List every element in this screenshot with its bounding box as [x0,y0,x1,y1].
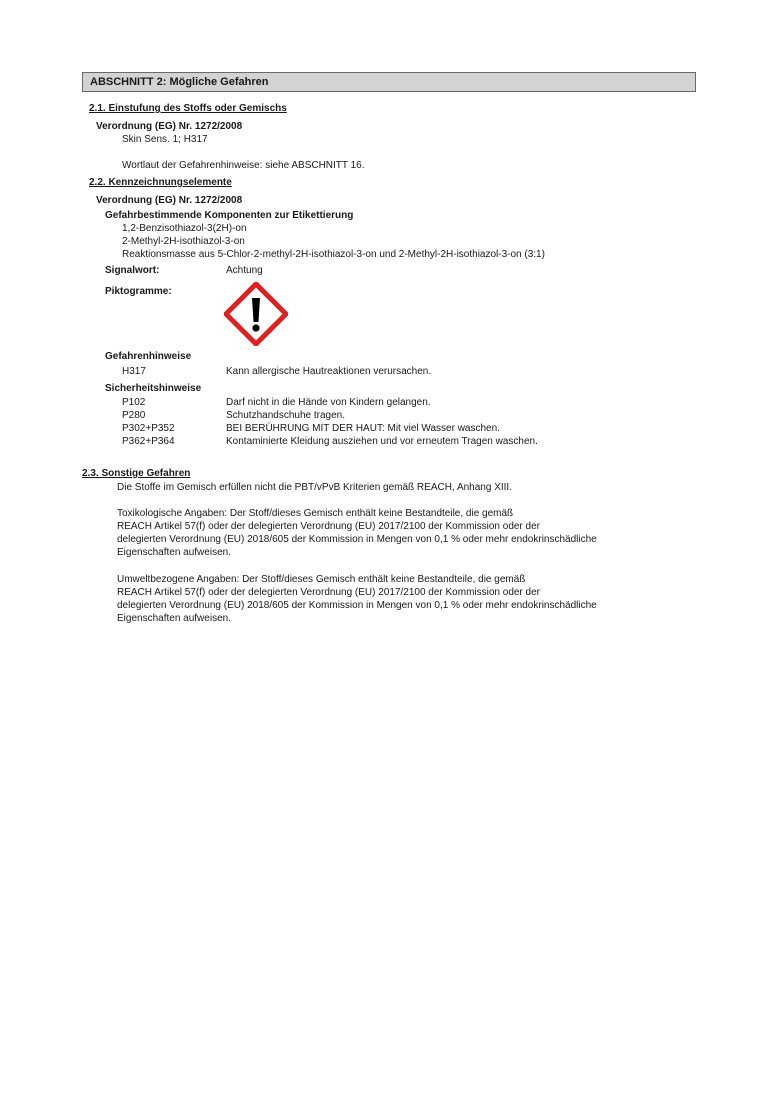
env-line: REACH Artikel 57(f) oder der delegierten Verordnung (EU) 2017/2100 der Kommission oder der [117,587,540,598]
signal-word-value: Achtung [226,265,263,276]
precaution-code: P362+P364 [122,436,175,447]
precaution-code: P302+P352 [122,423,175,434]
exclamation-mark-diamond-icon [224,282,288,346]
signal-word-label: Signalwort: [105,265,160,276]
tox-line: delegierten Verordnung (EU) 2018/605 der Kommission in Mengen von 0,1 % oder mehr endokrinschädliche [117,534,597,545]
wording-note: Wortlaut der Gefahrenhinweise: siehe ABSCHNITT 16. [122,160,365,171]
precautionary-statements-label: Sicherheitshinweise [105,383,202,394]
component-item: 1,2-Benzisothiazol-3(2H)-on [122,223,247,234]
tox-line: Eigenschaften aufweisen. [117,547,231,558]
heading-2-1: 2.1. Einstufung des Stoffs oder Gemischs [89,103,287,114]
precaution-text: Schutzhandschuhe tragen. [226,410,345,421]
env-line: delegierten Verordnung (EU) 2018/605 der Kommission in Mengen von 0,1 % oder mehr endokrinschädliche [117,600,597,611]
section-title: ABSCHNITT 2: Mögliche Gefahren [90,76,269,88]
precaution-text: Darf nicht in die Hände von Kindern gelangen. [226,397,431,408]
section-header-bar [82,72,696,92]
hazard-code: H317 [122,366,146,377]
regulation-2-1: Verordnung (EG) Nr. 1272/2008 [96,121,243,132]
hazard-statements-label: Gefahrenhinweise [105,351,192,362]
heading-2-2: 2.2. Kennzeichnungselemente [89,177,232,188]
precaution-code: P280 [122,410,146,421]
precaution-text: Kontaminierte Kleidung ausziehen und vor erneutem Tragen waschen. [226,436,538,447]
component-item: Reaktionsmasse aus 5-Chlor-2-methyl-2H-isothiazol-3-on und 2-Methyl-2H-isothiazol-3-on (3:1) [122,249,545,260]
component-item: 2-Methyl-2H-isothiazol-3-on [122,236,245,247]
regulation-2-2: Verordnung (EG) Nr. 1272/2008 [96,195,243,206]
precaution-code: P102 [122,397,146,408]
components-label: Gefahrbestimmende Komponenten zur Etikettierung [105,210,354,221]
tox-line: REACH Artikel 57(f) oder der delegierten Verordnung (EU) 2017/2100 der Kommission oder der [117,521,540,532]
tox-line: Toxikologische Angaben: Der Stoff/dieses Gemisch enthält keine Bestandteile, die gemäß [117,508,514,519]
pictogram-label: Piktogramme: [105,286,172,297]
precaution-text: BEI BERÜHRUNG MIT DER HAUT: Mit viel Wasser waschen. [226,423,500,434]
env-line: Eigenschaften aufweisen. [117,613,231,624]
env-line: Umweltbezogene Angaben: Der Stoff/dieses Gemisch enthält keine Bestandteile, die gemäß [117,574,526,585]
pbt-statement: Die Stoffe im Gemisch erfüllen nicht die PBT/vPvB Kriterien gemäß REACH, Anhang XIII. [117,482,512,493]
heading-2-3: 2.3. Sonstige Gefahren [82,468,191,479]
hazard-text: Kann allergische Hautreaktionen verursachen. [226,366,432,377]
classification: Skin Sens. 1; H317 [122,134,208,145]
